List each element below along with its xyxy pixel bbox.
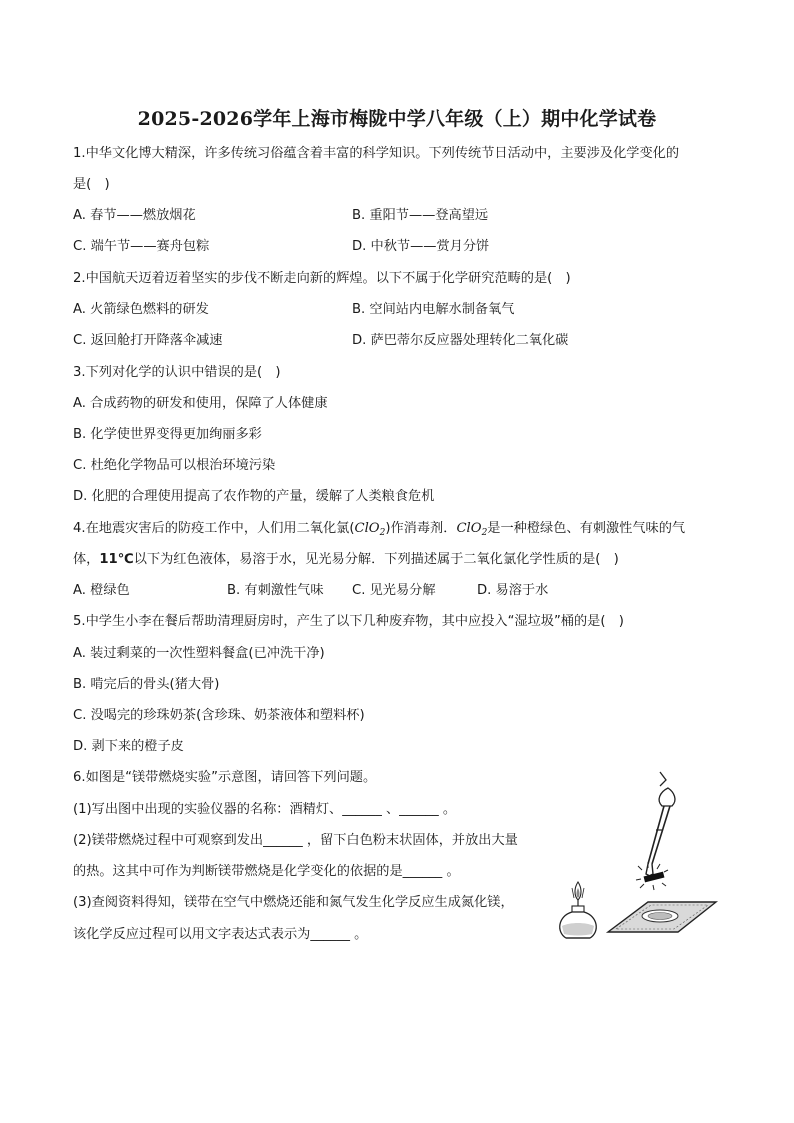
q4-stem-part-c: 是一种橙绿色、有刺激性气味的气 <box>487 521 686 536</box>
q2-stem: 2.中国航天迈着迈着坚实的步伐不断走向新的辉煌。以下不属于化学研究范畴的是( ) <box>73 271 571 286</box>
q6-part2-line1: (2)镁带燃烧过程中可观察到发出______ ，留下白色粉末状固体，并放出大量 <box>73 833 518 848</box>
q3-option-d: D. 化肥的合理使用提高了农作物的产量，缓解了人类粮食危机 <box>73 489 435 504</box>
q1-option-d: D. 中秋节——赏月分饼 <box>352 239 490 254</box>
q5-stem: 5.中学生小李在餐后帮助清理厨房时，产生了以下几种废弃物，其中应投入“湿垃圾”桶的是( ) <box>73 614 624 629</box>
q6-part3-line1: (3)查阅资料得知，镁带在空气中燃烧还能和氮气发生化学反应生成氮化镁， <box>73 895 514 910</box>
q4-formula-1: ClO$_2$ <box>354 521 386 538</box>
magnesium-burning-figure <box>556 764 722 942</box>
alcohol-lamp-icon <box>560 882 597 938</box>
q4-option-b: B. 有刺激性气味 <box>227 583 324 598</box>
q4-line2-part-a: 体， <box>73 552 100 567</box>
q5-option-c: C. 没喝完的珍珠奶茶(含珍珠、奶茶液体和塑料杯) <box>73 708 365 723</box>
q1-stem-line1: 1.中华文化博大精深，许多传统习俗蕴含着丰富的科学知识。下列传统节日活动中，主要涉及化学变化的 <box>73 146 680 161</box>
q4-option-a: A. 橙绿色 <box>73 583 130 598</box>
q4-stem-line2 <box>73 551 619 569</box>
q1-option-c: C. 端午节——赛舟包粽 <box>73 239 210 254</box>
q1-option-b: B. 重阳节——登高望远 <box>352 208 489 223</box>
q2-option-c: C. 返回舱打开降落伞减速 <box>73 333 223 348</box>
q4-formula-2: ClO$_2$ <box>456 521 488 538</box>
q6-part3-line2: 该化学反应过程可以用文字表达式表示为______ 。 <box>73 927 368 942</box>
asbestos-net-icon <box>608 902 716 932</box>
q6-part1: (1)写出图中出现的实验仪器的名称：酒精灯、______ 、______ 。 <box>73 802 457 817</box>
q4-temperature: 11℃ <box>99 552 134 567</box>
q4-line2-part-b: 以下为红色液体，易溶于水，见光易分解．下列描述属于二氧化氯化学性质的是( ) <box>133 552 619 567</box>
q2-option-d: D. 萨巴蒂尔反应器处理转化二氧化碳 <box>352 333 569 348</box>
q3-option-b: B. 化学使世界变得更加绚丽多彩 <box>73 427 262 442</box>
q4-stem-line1 <box>73 520 685 542</box>
q5-option-d: D. 剥下来的橙子皮 <box>73 739 184 754</box>
q3-option-c: C. 杜绝化学物品可以根治环境污染 <box>73 458 276 473</box>
q3-option-a: A. 合成药物的研发和使用，保障了人体健康 <box>73 396 328 411</box>
crucible-tongs-icon <box>646 772 675 876</box>
q6-part2-line2: 的热。这其中可作为判断镁带燃烧是化学变化的依据的是______ 。 <box>73 864 460 879</box>
q5-option-a: A. 装过剩菜的一次性塑料餐盒(已冲洗干净) <box>73 646 325 661</box>
q6-stem: 6.如图是“镁带燃烧实验”示意图，请回答下列问题。 <box>73 770 377 785</box>
page-title: 2025-2026学年上海市梅陇中学八年级（上）期中化学试卷 <box>137 108 657 130</box>
q2-option-b: B. 空间站内电解水制备氧气 <box>352 302 515 317</box>
q1-option-a: A. 春节——燃放烟花 <box>73 208 196 223</box>
q4-stem-part-a: 4.在地震灾害后的防疫工作中，人们用二氧化氯( <box>73 521 355 536</box>
q4-stem-part-b: )作消毒剂． <box>385 521 457 536</box>
q3-stem: 3.下列对化学的认识中错误的是( ) <box>73 365 281 380</box>
q4-option-c: C. 见光易分解 <box>352 583 436 598</box>
q2-option-a: A. 火箭绿色燃料的研发 <box>73 302 209 317</box>
q4-option-d: D. 易溶于水 <box>477 583 549 598</box>
q5-option-b: B. 啃完后的骨头(猪大骨) <box>73 677 220 692</box>
q1-stem-line2: 是( ) <box>73 177 110 192</box>
